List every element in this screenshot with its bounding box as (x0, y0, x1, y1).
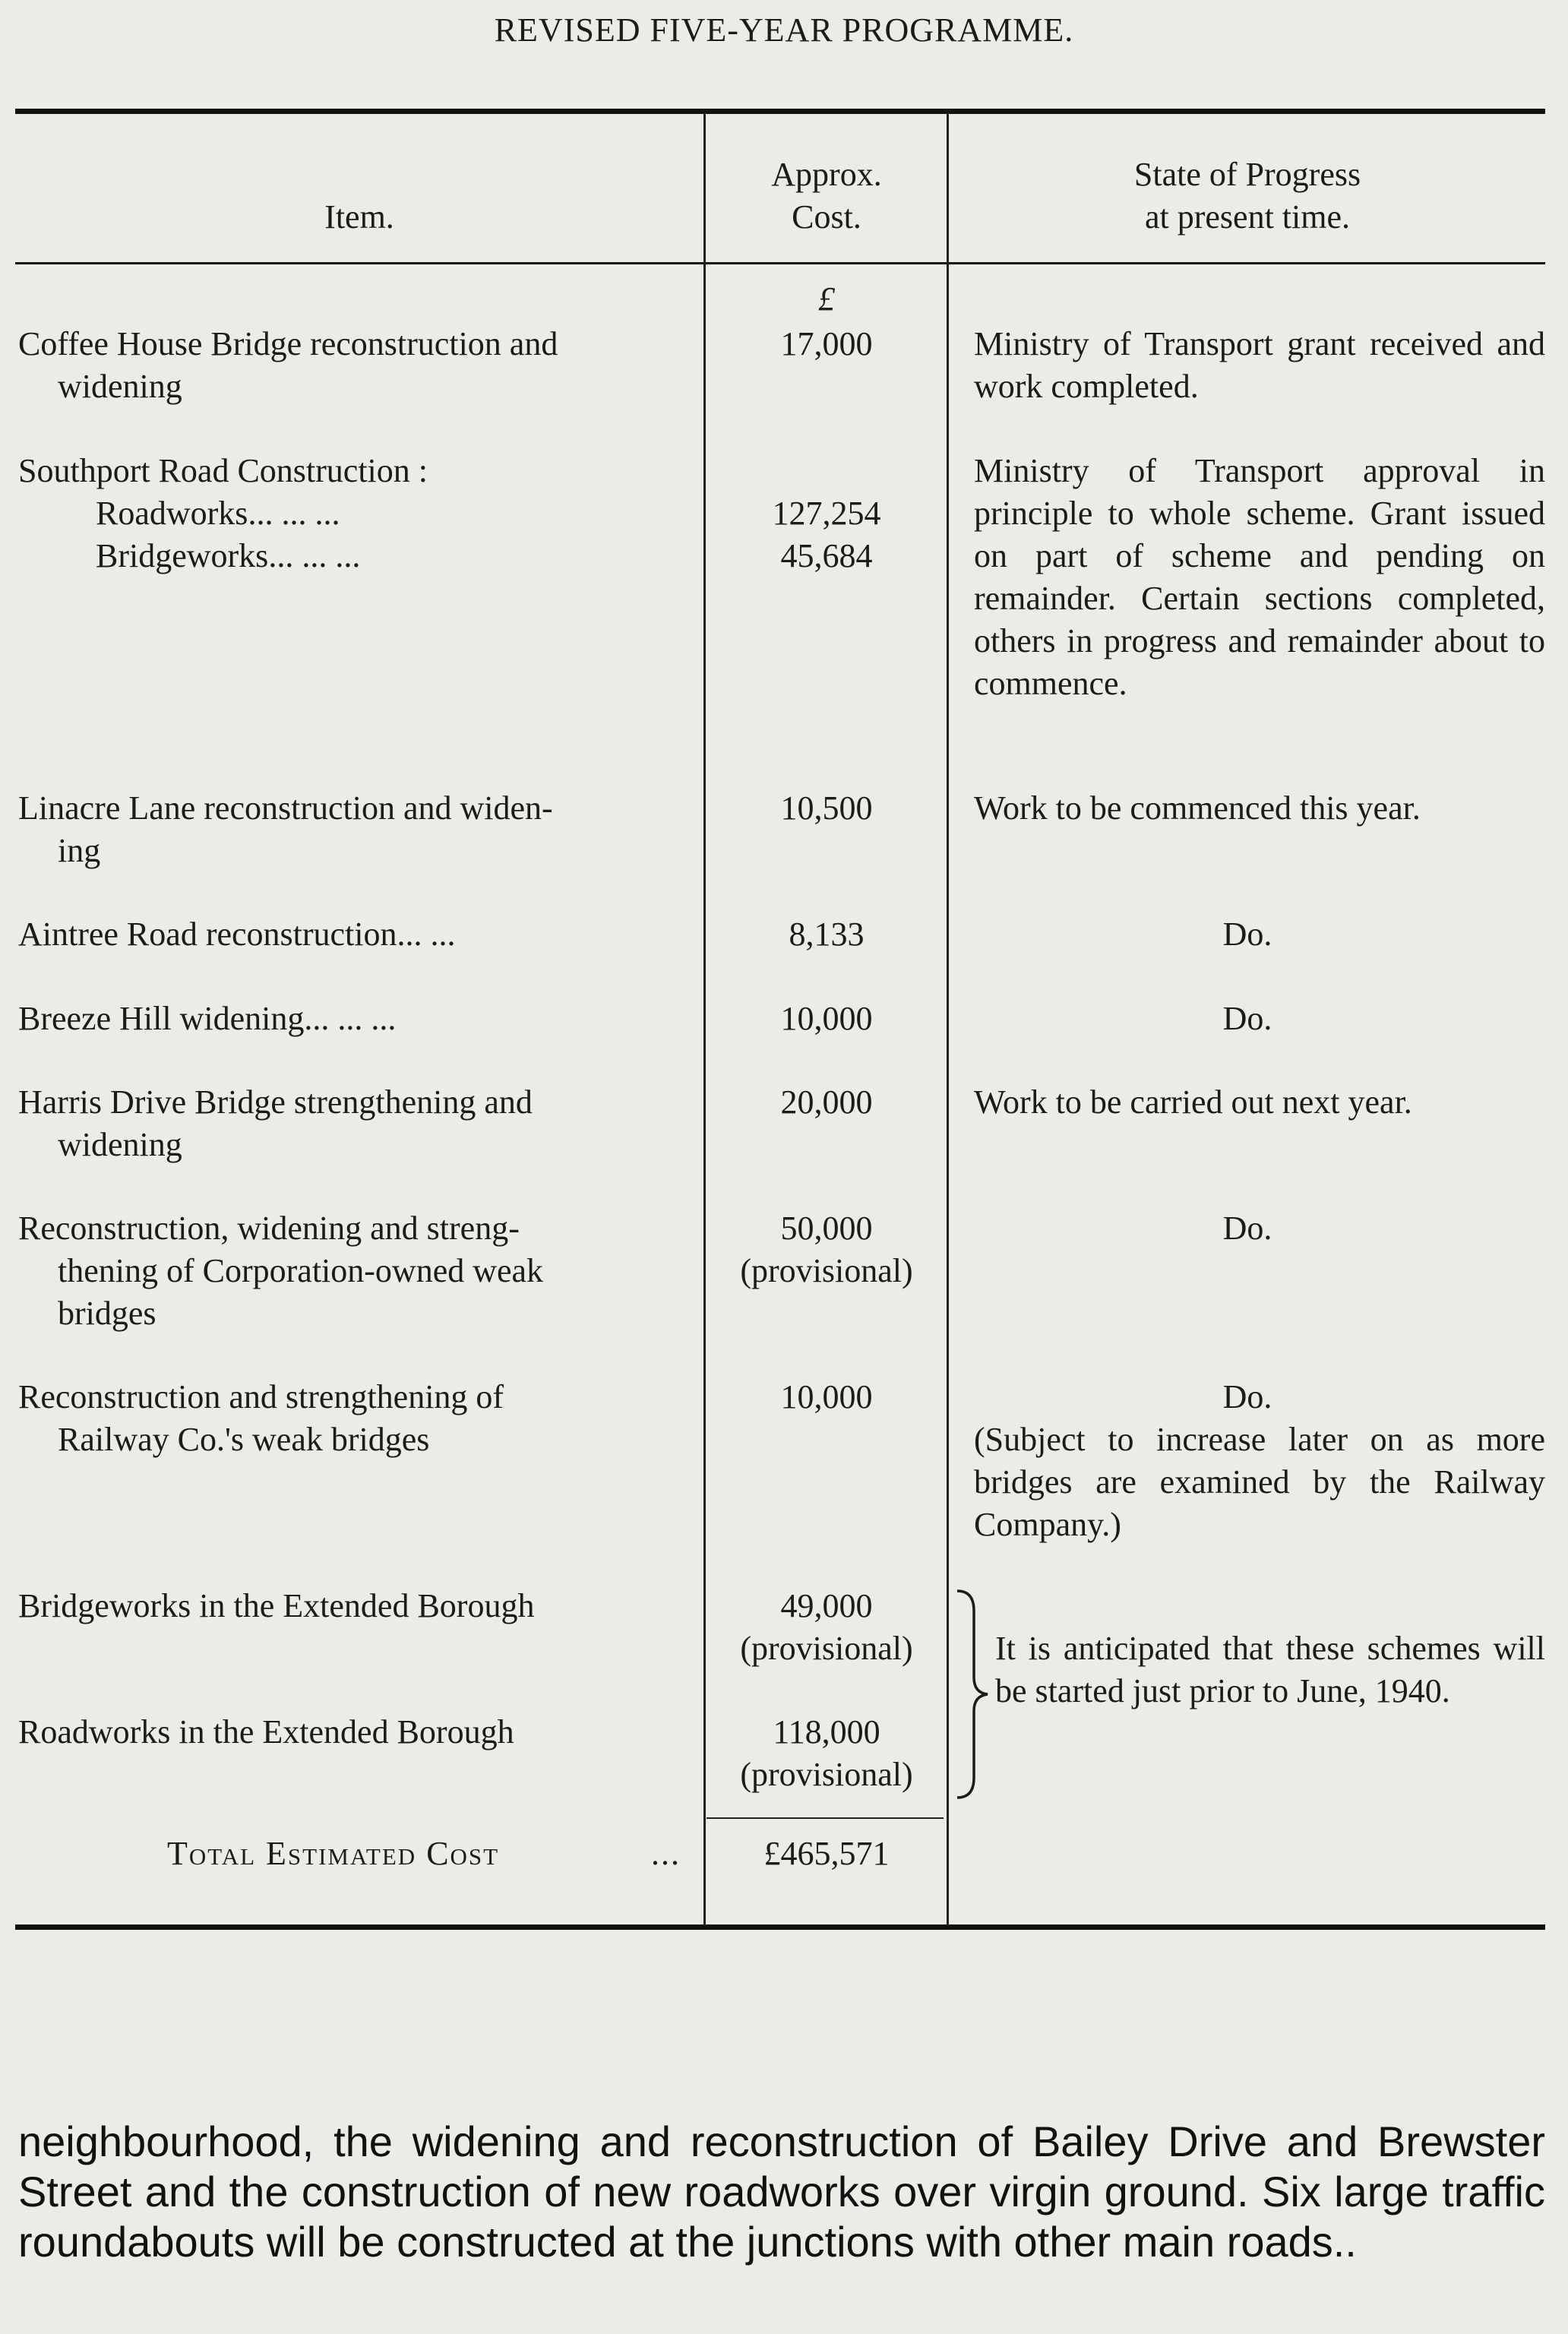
header-rule (15, 262, 1545, 264)
item-line: Coffee House Bridge reconstruction and (18, 325, 558, 362)
row-progress-aintree-road: Do. (1222, 916, 1272, 953)
row-item-aintree-road (18, 913, 684, 956)
leader-dots: ... (651, 1835, 681, 1872)
total-label-text: Total Estimated Cost (167, 1835, 500, 1872)
braced-note-extended-borough: It is anticipated that these schemes will be started just prior to June, 1940. (995, 1630, 1545, 1709)
item-line: ing (58, 832, 101, 869)
row-progress-southport-road: Ministry of Transport approval in principle to whole scheme. Grant issued on part of scheme and pending on remainder. Certain sections completed, others in progress and remainder about to commence. (974, 452, 1545, 702)
item-line: Reconstruction and strengthening of (18, 1378, 504, 1415)
row-item-harris-drive-bridge (18, 1081, 684, 1166)
column-divider-item-cost (703, 114, 706, 1924)
row-progress-coffee-house-bridge: Ministry of Transport grant received and work completed. (974, 325, 1545, 405)
leader-dots: ... ... ... (304, 1000, 397, 1037)
header-cost-line2: Cost. (792, 198, 861, 236)
cost-note: (provisional) (740, 1630, 913, 1667)
leader-dots: ... ... ... (248, 495, 340, 532)
row-cost-corporation-bridges (707, 1207, 947, 1292)
total-value: £465,571 (763, 1835, 890, 1872)
item-line: thening of Corporation-owned weak (58, 1252, 544, 1289)
row-item-coffee-house-bridge (18, 323, 684, 408)
item-line: Aintree Road reconstruction (18, 916, 397, 953)
cost-value: 49,000 (780, 1587, 873, 1624)
item-line-with-dots (18, 913, 684, 956)
item-line: Southport Road Construction : (18, 452, 428, 489)
header-progress-line1: State of Progress (1133, 156, 1361, 193)
row-progress-corporation-bridges: Do. (1222, 1210, 1272, 1247)
cost-value: 118,000 (773, 1713, 880, 1750)
row-item-breeze-hill (18, 998, 684, 1040)
item-line: Reconstruction, widening and streng- (18, 1210, 520, 1247)
item-line: Bridgeworks in the Extended Borough (18, 1587, 535, 1624)
row-progress-railway-bridges: Do. (1222, 1378, 1272, 1415)
row-progress-note-railway-bridges: (Subject to increase later on as more bridges are examined by the Railway Company.) (974, 1421, 1545, 1543)
row-cost-southport-roadworks: 127,254 (772, 495, 881, 532)
row-item-railway-bridges (18, 1376, 684, 1461)
item-line: bridges (58, 1295, 156, 1332)
item-line: Linacre Lane reconstruction and widen- (18, 789, 553, 827)
page-title: REVISED FIVE-YEAR PROGRAMME. (494, 11, 1074, 49)
row-progress-breeze-hill: Do. (1222, 1000, 1272, 1037)
item-line-with-dots (18, 998, 684, 1040)
row-item-corporation-bridges (18, 1207, 684, 1335)
header-progress (950, 153, 1545, 239)
sub-item-label: Bridgeworks (96, 537, 269, 574)
item-line: Railway Co.'s weak bridges (58, 1421, 430, 1458)
cost-note: (provisional) (740, 1756, 913, 1793)
row-cost-breeze-hill: 10,000 (780, 1000, 873, 1037)
item-line: widening (58, 1126, 182, 1163)
row-cost-bridgeworks-extended (707, 1585, 947, 1670)
leader-dots: ... ... ... (268, 537, 361, 574)
item-line: Harris Drive Bridge strengthening and (18, 1083, 533, 1121)
top-rule (15, 109, 1545, 114)
header-cost-line1: Approx. (771, 156, 882, 193)
right-brace-icon (951, 1588, 989, 1801)
total-rule (707, 1817, 944, 1819)
row-cost-southport-bridgeworks: 45,684 (780, 537, 873, 574)
item-line: Roadworks in the Extended Borough (18, 1713, 514, 1750)
row-progress-linacre-lane: Work to be commenced this year. (974, 789, 1421, 827)
row-cost-aintree-road: 8,133 (789, 916, 865, 953)
item-line: Breeze Hill widening (18, 1000, 305, 1037)
row-cost-roadworks-extended (707, 1711, 947, 1796)
total-label (167, 1834, 684, 1873)
row-item-linacre-lane (18, 787, 684, 872)
sub-item-roadworks (18, 492, 684, 535)
row-item-roadworks-extended (18, 1711, 684, 1754)
header-item: Item. (324, 198, 394, 236)
cost-value: 50,000 (780, 1210, 873, 1247)
row-progress-harris-drive-bridge: Work to be carried out next year. (974, 1083, 1412, 1121)
sub-item-label: Roadworks (96, 495, 248, 532)
leader-dots: ... ... (397, 916, 456, 953)
row-cost-harris-drive-bridge: 20,000 (780, 1083, 873, 1121)
row-item-southport-road (18, 450, 684, 577)
row-item-bridgeworks-extended (18, 1585, 684, 1627)
row-cost-coffee-house-bridge: 17,000 (780, 325, 873, 362)
header-progress-line2: at present time. (1144, 198, 1350, 236)
header-cost (707, 153, 947, 239)
column-divider-cost-progress (947, 114, 949, 1924)
cost-note: (provisional) (740, 1252, 913, 1289)
body-paragraph: neighbourhood, the widening and reconstruction of Bailey Drive and Brewster Street and the construction of new roadworks over virgin ground. Six large traffic roundabouts will be constructed at the junctions with other main roads.. (18, 2117, 1545, 2266)
bottom-rule (15, 1924, 1545, 1930)
sub-item-bridgeworks (18, 535, 684, 577)
row-cost-linacre-lane: 10,500 (780, 789, 873, 827)
item-line: widening (58, 368, 182, 405)
row-cost-railway-bridges: 10,000 (780, 1378, 873, 1415)
currency-symbol: £ (818, 280, 835, 318)
